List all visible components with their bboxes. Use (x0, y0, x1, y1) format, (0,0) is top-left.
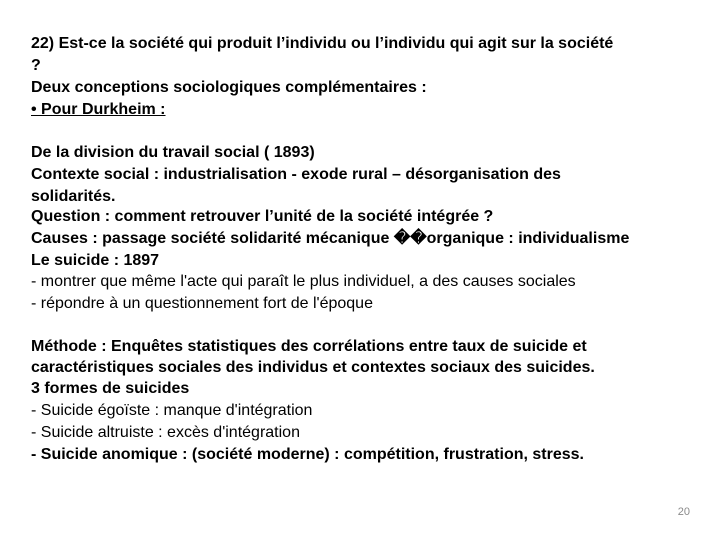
causes-text-start: Causes : passage société solidarité mécanique (31, 230, 394, 247)
arrow-glyph: �� (393, 230, 427, 247)
heading-line-2: ? (31, 57, 41, 74)
method-line-2: caractéristiques sociales des individus et contextes sociaux des suicides. (31, 359, 595, 376)
point-2: - répondre à un questionnement fort de l'époque (31, 295, 373, 312)
causes-text-end: organique : individualisme (426, 230, 630, 247)
subtitle: Deux conceptions sociologiques complémentaires : (31, 79, 427, 96)
forms-heading: 3 formes de suicides (31, 380, 190, 397)
point-1: - montrer que même l'acte qui paraît le plus individuel, a des causes sociales (31, 273, 576, 290)
method-line-1: Méthode : Enquêtes statistiques des corrélations entre taux de suicide et (31, 338, 587, 355)
author-heading: • Pour Durkheim : (31, 101, 166, 118)
suicide-book: Le suicide : 1897 (31, 252, 160, 269)
form-2: - Suicide altruiste : excès d'intégration (31, 424, 300, 441)
causes (31, 228, 629, 250)
page-number: 20 (677, 506, 690, 518)
form-3: - Suicide anomique : (société moderne) : compétition, frustration, stress. (31, 446, 584, 463)
book-title: De la division du travail social ( 1893) (31, 144, 315, 161)
form-1: - Suicide égoïste : manque d'intégration (31, 402, 313, 419)
heading-line-1: 22) Est-ce la société qui produit l’individu ou l’individu qui agit sur la société (31, 35, 614, 52)
context-line-1: Contexte social : industrialisation - exode rural – désorganisation des (31, 166, 561, 183)
context-line-2: solidarités. (31, 188, 116, 205)
question: Question : comment retrouver l’unité de la société intégrée ? (31, 208, 494, 225)
